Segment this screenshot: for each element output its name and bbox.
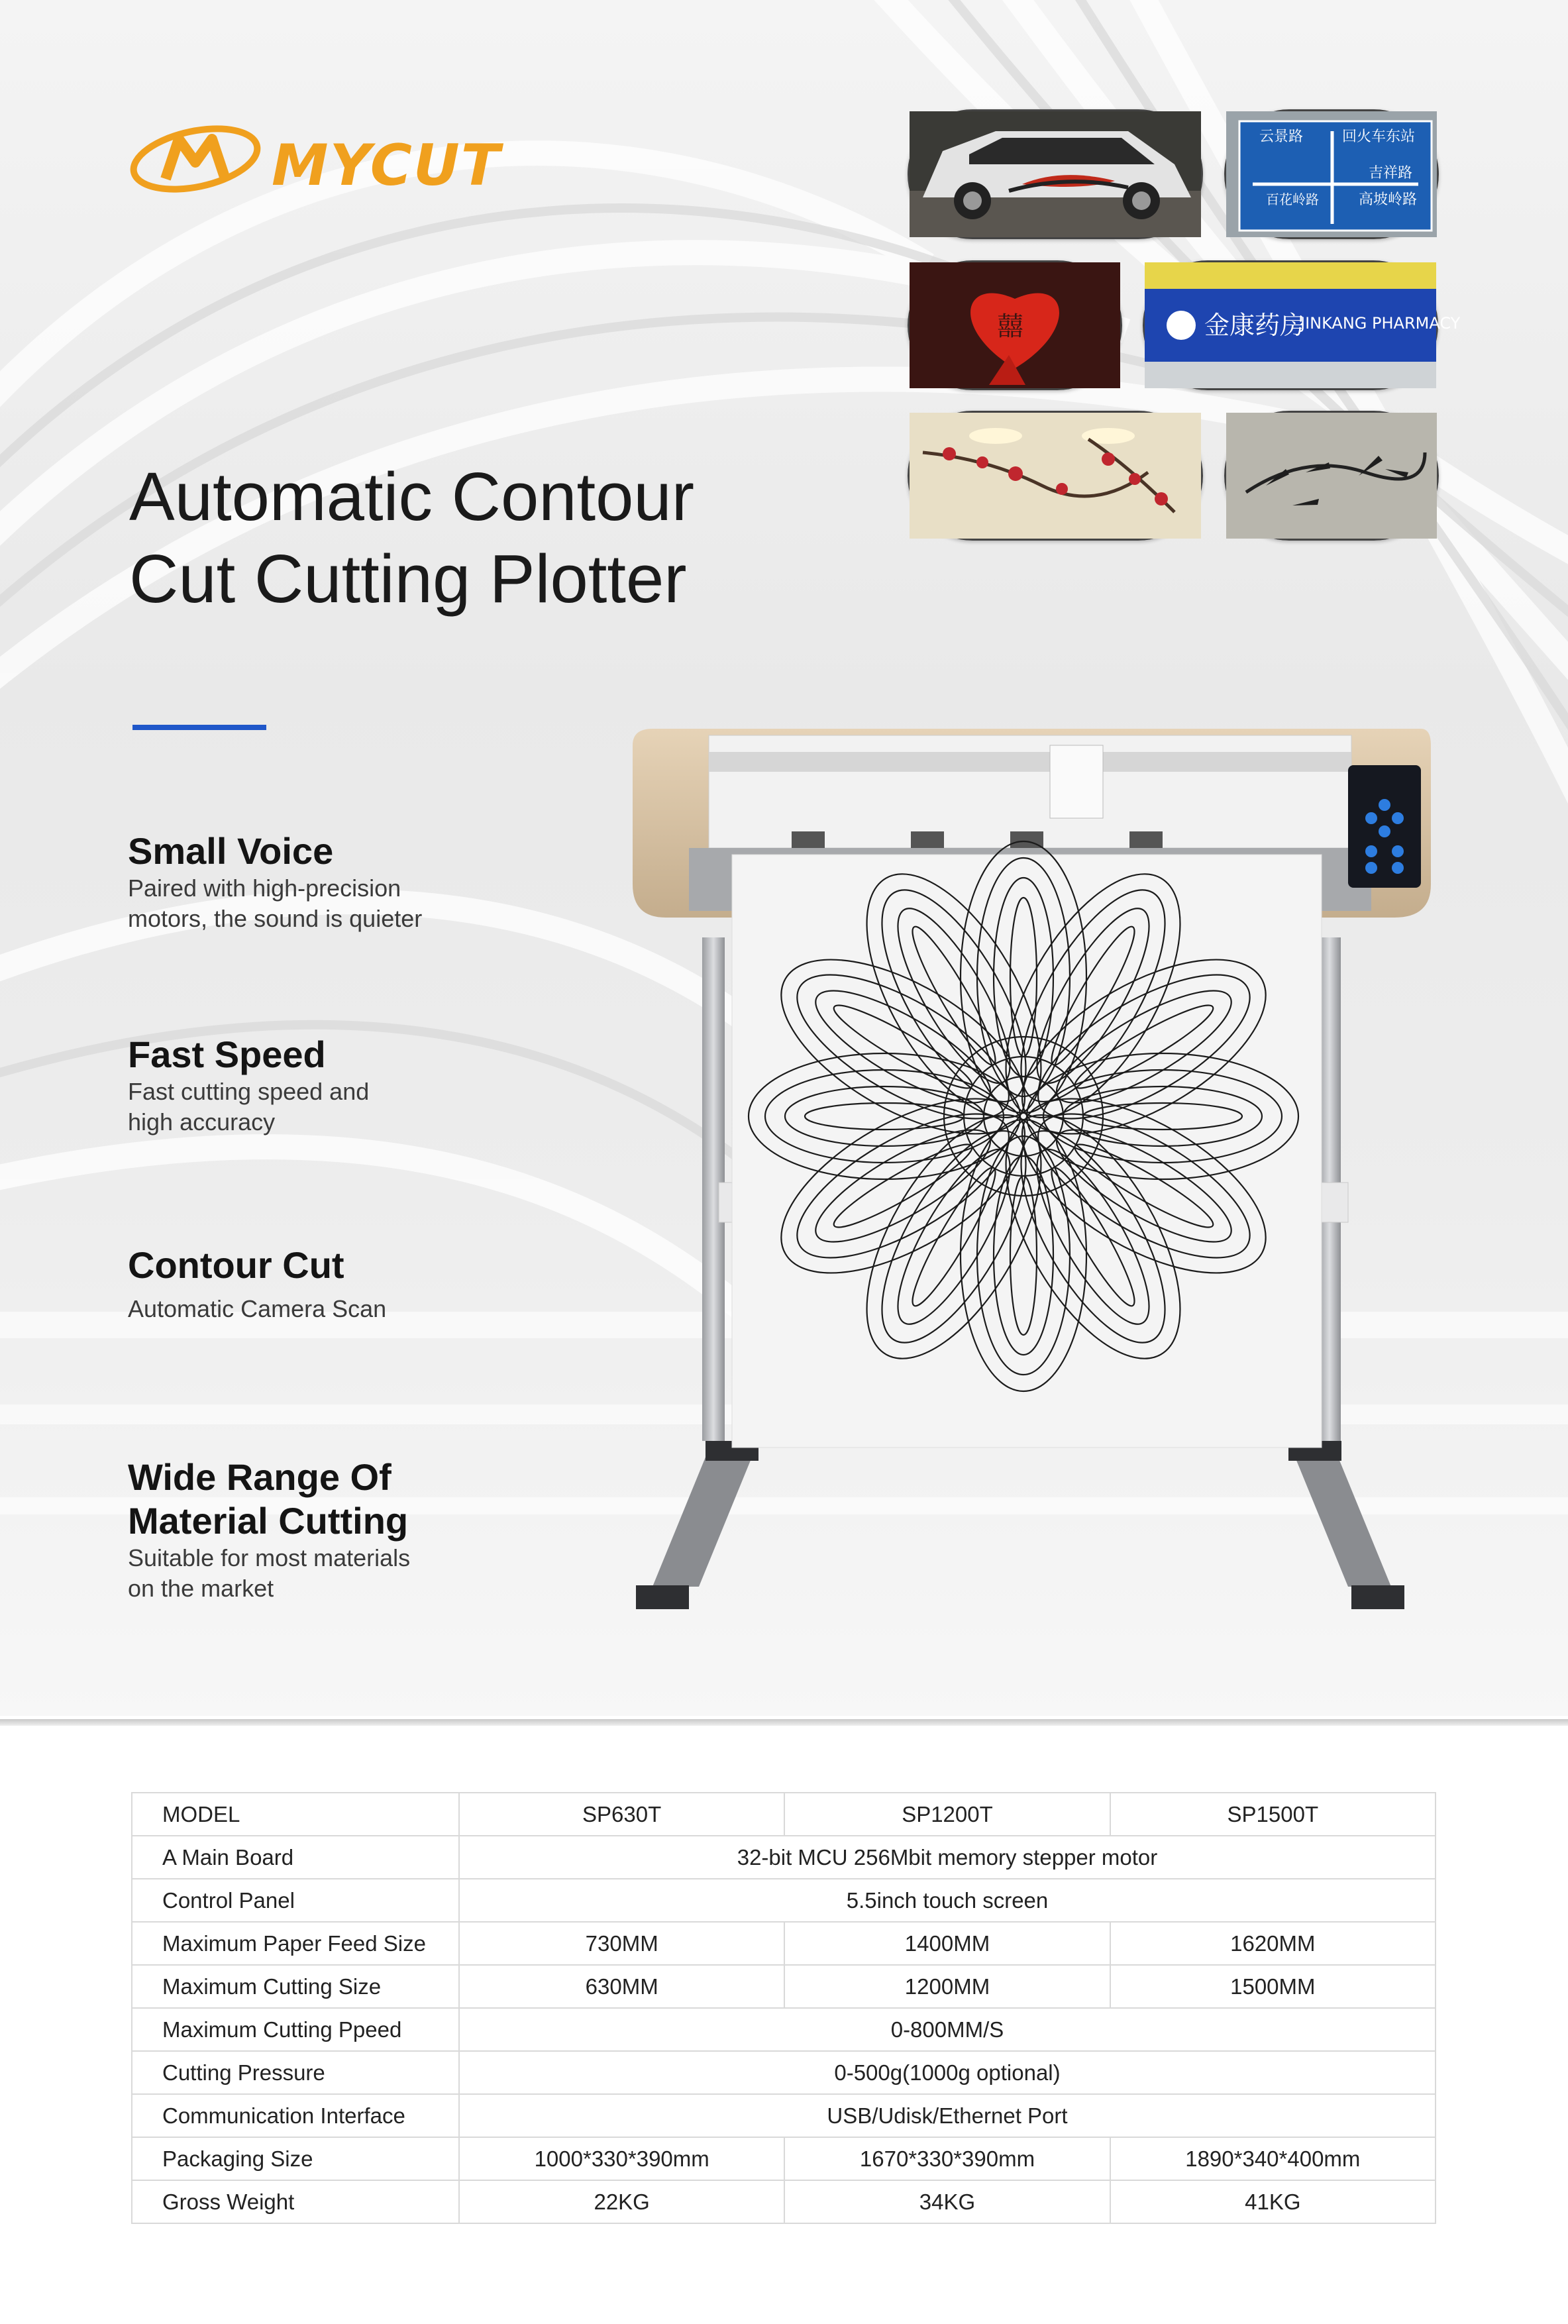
feature-title: Wide Range Of	[128, 1456, 392, 1498]
table-row	[132, 2137, 1436, 2180]
table-row	[132, 1836, 1436, 1879]
row-value: 5.5inch touch screen	[459, 1879, 1436, 1922]
section-divider	[0, 1719, 1568, 1726]
svg-text:吉祥路: 吉祥路	[1369, 165, 1413, 182]
feature-desc: Suitable for most materials	[128, 1544, 411, 1571]
row-label: Maximum Cutting Ppeed	[132, 2008, 459, 2051]
plum-blossom-wall-image	[908, 411, 1203, 541]
row-label: Cutting Pressure	[132, 2051, 459, 2094]
row-value: 0-800MM/S	[459, 2008, 1436, 2051]
feature-desc: on the market	[128, 1575, 274, 1602]
feature-wide-range	[128, 1455, 410, 1604]
header-cell: MODEL	[132, 1793, 459, 1836]
red-paper-cut-image	[908, 260, 1122, 390]
row-value: 1000*330*390mm	[459, 2137, 784, 2180]
brand-name: MYCUT	[272, 132, 501, 199]
row-label: Maximum Cutting Size	[132, 1965, 459, 2008]
row-value: 1500MM	[1110, 1965, 1436, 2008]
row-value: 1200MM	[784, 1965, 1110, 2008]
row-value: 22KG	[459, 2180, 784, 2223]
table-row	[132, 2051, 1436, 2094]
pharmacy-sign-image	[1143, 260, 1461, 390]
feature-title: Material Cutting	[128, 1500, 409, 1542]
svg-text:回火车东站: 回火车东站	[1342, 129, 1416, 145]
svg-text:高坡岭路: 高坡岭路	[1359, 191, 1418, 208]
road-sign-image	[1224, 109, 1439, 239]
table-header-row	[132, 1793, 1436, 1836]
row-label: Maximum Paper Feed Size	[132, 1922, 459, 1965]
table-row	[132, 2008, 1436, 2051]
svg-text:囍: 囍	[997, 311, 1023, 342]
svg-text:金康药房: 金康药房	[1204, 311, 1306, 340]
row-label: A Main Board	[132, 1836, 459, 1879]
accent-bar	[132, 725, 266, 730]
row-value: 730MM	[459, 1922, 784, 1965]
row-value: 1400MM	[784, 1922, 1110, 1965]
car-decal-image	[908, 109, 1203, 239]
bamboo-wall-image	[1224, 411, 1439, 541]
row-value: 1620MM	[1110, 1922, 1436, 1965]
svg-text:百花岭路: 百花岭路	[1266, 191, 1319, 207]
row-label: Control Panel	[132, 1879, 459, 1922]
row-value: 0-500g(1000g optional)	[459, 2051, 1436, 2094]
feature-contour-cut	[128, 1243, 386, 1324]
row-label: Packaging Size	[132, 2137, 459, 2180]
row-value: 630MM	[459, 1965, 784, 2008]
row-value: 32-bit MCU 256Mbit memory stepper motor	[459, 1836, 1436, 1879]
row-value: 1890*340*400mm	[1110, 2137, 1436, 2180]
table-row	[132, 2180, 1436, 2223]
row-value: 34KG	[784, 2180, 1110, 2223]
feature-title: Contour Cut	[128, 1244, 344, 1286]
feature-title: Small Voice	[128, 830, 334, 872]
feature-desc: high accuracy	[128, 1108, 276, 1136]
row-value: USB/Udisk/Ethernet Port	[459, 2094, 1436, 2137]
cutting-plotter-image	[626, 725, 1437, 1653]
header-cell: SP1200T	[784, 1793, 1110, 1836]
feature-desc: motors, the sound is quieter	[128, 905, 423, 932]
svg-text:JINKANG PHARMACY: JINKANG PHARMACY	[1300, 314, 1461, 333]
feature-desc: Fast cutting speed and	[128, 1078, 370, 1105]
header-cell: SP1500T	[1110, 1793, 1436, 1836]
spec-table	[131, 1792, 1436, 2224]
feature-desc: Paired with high-precision	[128, 874, 401, 902]
header-cell: SP630T	[459, 1793, 784, 1836]
table-row	[132, 2094, 1436, 2137]
row-value: 41KG	[1110, 2180, 1436, 2223]
table-row	[132, 1922, 1436, 1965]
feature-fast-speed	[128, 1033, 369, 1137]
row-label: Gross Weight	[132, 2180, 459, 2223]
feature-desc: Automatic Camera Scan	[128, 1295, 387, 1322]
page-title: Automatic Contour Cut Cutting Plotter	[129, 458, 695, 617]
row-label: Communication Interface	[132, 2094, 459, 2137]
table-row	[132, 1879, 1436, 1922]
feature-title: Fast Speed	[128, 1033, 326, 1075]
row-value: 1670*330*390mm	[784, 2137, 1110, 2180]
table-row	[132, 1965, 1436, 2008]
svg-text:云景路: 云景路	[1259, 129, 1304, 145]
feature-small-voice	[128, 829, 422, 934]
